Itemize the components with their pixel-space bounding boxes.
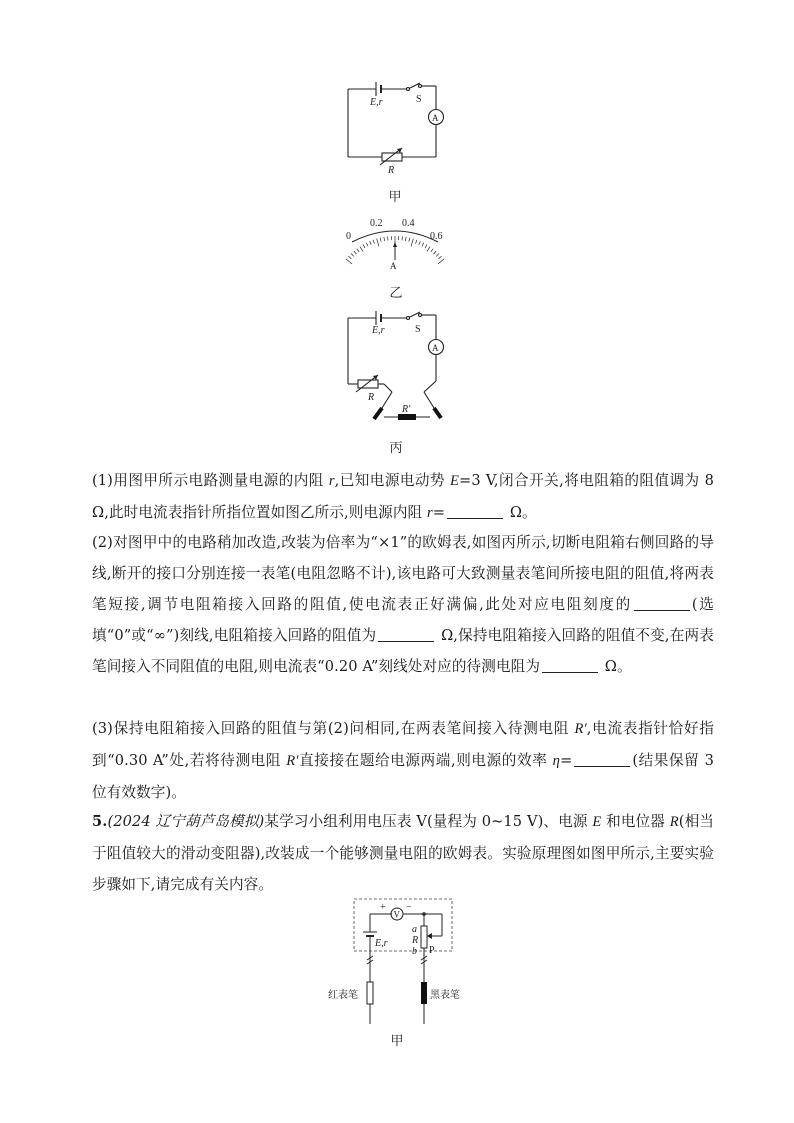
red-probe-label: 红表笔 xyxy=(328,990,358,1001)
figure-yi-caption: 乙 xyxy=(389,286,403,301)
figure-jia-caption: 甲 xyxy=(388,190,402,205)
dial-tick xyxy=(366,243,368,247)
terminal-b: b xyxy=(412,946,417,957)
question-2: (2)对图甲中的电路稍加改造,改装为倍率为“×1”的欧姆表,如图丙所示,切断电阻箱右侧回路的导线,断开的接口分别连接一表笔(电阻忽略不计),该电路可大致测量表笔间所接电阻的阻值,将两表笔短接,调节电阻箱接入回路的阻值,使电流表正好满偏,此处对应电阻刻度的 (选填“0”或“∞”)刻线,电阻箱接入回路的阻值为 Ω,保持电阻箱接入回路的阻值不变,在两表笔间接入不同阻值的电阻,则电流表“0.20 A”刻线处对应的待测电阻为 Ω。 xyxy=(92,534,714,675)
terminal-a: a xyxy=(412,924,417,935)
slider-p: P xyxy=(429,945,435,956)
tick-label-0.6: 0.6 xyxy=(430,231,443,242)
figure-jia-ohmmeter xyxy=(320,896,460,1031)
voltmeter-plus: + xyxy=(380,902,386,913)
ammeter-label: A xyxy=(432,113,439,123)
dial-tick xyxy=(351,253,354,256)
dial-tick xyxy=(380,238,381,242)
figure-jia-2-caption: 甲 xyxy=(390,1034,404,1049)
dial-tick xyxy=(346,259,352,264)
dial-tick xyxy=(422,243,424,247)
dial-tick xyxy=(354,251,357,254)
question-5: 5.(2024 辽宁葫芦岛模拟)某学习小组利用电压表 V(量程为 0~15 V)、电源 E 和电位器 R(相当于阻值较大的滑动变阻器),改装成一个能够测量电阻的欧姆表。实验原理图如图甲所示,主要实验步骤如下,请完成有关内容。 xyxy=(92,813,714,893)
dial-tick xyxy=(405,237,406,241)
dial-tick xyxy=(431,249,433,252)
test-resistor-label: R′ xyxy=(402,404,411,415)
dial-tick xyxy=(363,245,365,248)
dial-tick xyxy=(425,245,427,248)
answer-blank[interactable] xyxy=(634,596,690,611)
question-3: (3)保持电阻箱接入回路的阻值与第(2)问相同,在两表笔间接入待测电阻 R′,电流表指针恰好指到“0.30 A”处,若将待测电阻 R′直接接在题给电源两端,则电源的效率 η= (结果保留 3 位有效数字)。 xyxy=(92,720,714,801)
figure-bing-caption: 丙 xyxy=(389,441,403,456)
answer-blank[interactable] xyxy=(542,658,598,673)
figure-yi-dial xyxy=(340,212,450,272)
dial-tick xyxy=(373,240,374,244)
tick-label-0.2: 0.2 xyxy=(370,218,383,229)
dial-tick xyxy=(384,237,385,241)
voltmeter-label: V xyxy=(393,909,400,920)
resistor-label: R xyxy=(368,392,375,403)
answer-blank[interactable] xyxy=(378,627,434,642)
dial-tick xyxy=(438,259,444,264)
dial-tick xyxy=(370,241,372,245)
source-label: E,r xyxy=(372,325,385,336)
dial-tick xyxy=(409,238,410,242)
ammeter-label: A xyxy=(432,343,439,353)
question-1: (1)用图甲所示电路测量电源的内阻 r,已知电源电动势 E=3 V,闭合开关,将电阻箱的阻值调为 8 Ω,此时电流表指针所指位置如图乙所示,则电源内阻 r= Ω。 xyxy=(92,472,714,521)
dial-tick xyxy=(416,240,417,244)
switch-label: S xyxy=(415,324,421,335)
dial-unit: A xyxy=(390,261,397,271)
black-probe-label: 黑表笔 xyxy=(430,990,460,1001)
dial-tick xyxy=(357,249,359,252)
answer-blank[interactable] xyxy=(447,504,503,519)
dial-tick xyxy=(377,239,379,247)
source-label: E,r xyxy=(370,97,383,108)
dial-tick xyxy=(411,239,413,247)
figure-bing-circuit xyxy=(340,306,450,424)
dial-tick xyxy=(348,256,351,259)
figure-jia-circuit xyxy=(340,75,450,176)
answer-blank[interactable] xyxy=(574,752,630,767)
dial-tick xyxy=(419,241,421,245)
source-label: E,r xyxy=(375,938,388,949)
dial-tick xyxy=(360,247,363,252)
tick-label-0: 0 xyxy=(346,231,351,242)
pot-label: R xyxy=(412,935,419,946)
dial-tick xyxy=(436,253,439,256)
resistor-label: R xyxy=(388,165,395,176)
switch-label: S xyxy=(416,94,422,105)
dial-tick xyxy=(439,256,442,259)
tick-label-0.4: 0.4 xyxy=(402,218,415,229)
dial-tick xyxy=(434,251,437,254)
dial-tick xyxy=(427,247,430,252)
voltmeter-minus: − xyxy=(406,902,412,913)
